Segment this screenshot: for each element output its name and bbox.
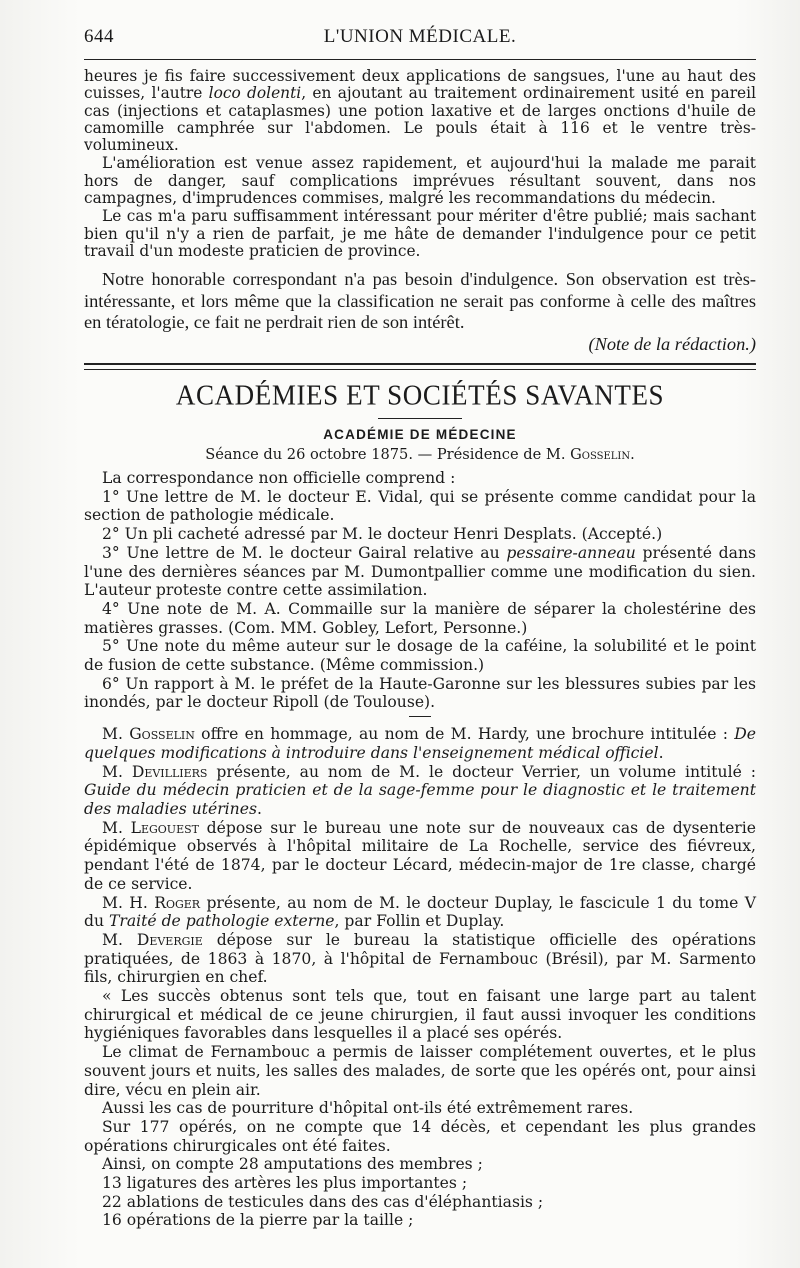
editor-note-signature: (Note de la rédaction.): [588, 334, 756, 355]
journal-title: L'UNION MÉDICALE.: [323, 26, 517, 47]
presentation-entry: M. Legouest dépose sur le bureau une note sur de nouveaux cas de dysenterie épidémique observés à l'hôpital militaire de La Rochelle, service des fiévreux, pendant l'été de 1874, par le docteur Lécard, médecin-major de 1re classe, chargé de ce service.: [84, 818, 756, 893]
correspondence-item: 4° Une note de M. A. Commaille sur la manière de séparer la cholestérine des matières grasses. (Com. MM. Gobley, Lefort, Personne.): [84, 599, 756, 637]
correspondence-item: 3° Une lettre de M. le docteur Gairal relative au pessaire-anneau présenté dans l'une des dernières séances par M. Dumontpallier comme une modification du sien. L'auteur proteste contre cette assimilation.: [84, 543, 756, 600]
quote-list-item: Ainsi, on compte 28 amputations des membres ;: [102, 1155, 483, 1174]
minutes-text: [84, 469, 756, 1230]
running-head: [84, 22, 756, 50]
section-title: ACADÉMIES ET SOCIÉTÉS SAVANTES: [175, 379, 665, 411]
presentation-entry: M. H. Roger présente, au nom de M. le docteur Duplay, le fascicule 1 du tome V du Traité de pathologie externe, par Follin et Duplay.: [84, 893, 756, 931]
section-divider: [84, 363, 756, 370]
case-report-continuation: [84, 68, 756, 260]
section-subtitle: ACADÉMIE DE MÉDECINE: [323, 427, 517, 443]
continuation-paragraph: heures je fis faire successivement deux applications de sangsues, l'une au haut des cuisses, l'autre loco dolenti, en ajoutant au traitement ordinairement usité en pareil cas (injections et cataplasmes) une potion laxative et de larges onctions d'huile de camomille camphrée sur l'abdomen. Le pouls était à 116 et le ventre très-volumineux.: [84, 67, 756, 155]
page-number: 644: [84, 26, 114, 47]
correspondence-item: 1° Une lettre de M. le docteur E. Vidal, qui se présente comme candidat pour la section de pathologie médicale.: [84, 487, 756, 525]
presentation-entry: M. Devergie dépose sur le bureau la statistique officielle des opérations pratiquées, de 1863 à 1870, à l'hôpital de Fernambouc (Brésil), par M. Sarmento fils, chirurgien en chef.: [84, 930, 756, 987]
correspondence-item: 6° Un rapport à M. le préfet de la Haute-Garonne sur les blessures subies par les inondés, par le docteur Ripoll (de Toulouse).: [84, 674, 756, 712]
presentation-entry: M. Devilliers présente, au nom de M. le docteur Verrier, un volume intitulé : Guide du médecin praticien et de la sage-femme pour le diagnostic et le traitement des maladies utérines.: [84, 762, 756, 818]
page-body: [84, 68, 756, 1230]
presentation-entry: M. Gosselin offre en hommage, au nom de M. Hardy, une brochure intitulée : De quelques modifications à introduire dans l'enseignement médical officiel.: [84, 725, 756, 762]
quote-paragraph: Sur 177 opérés, on ne compte que 14 décès, et cependant les plus grandes opérations chirurgicales ont été faites.: [84, 1117, 756, 1155]
quote-paragraph: Aussi les cas de pourriture d'hôpital ont-ils été extrêmement rares.: [102, 1099, 634, 1118]
seance-line: Séance du 26 octobre 1875. — Présidence de M. Gosselin.: [205, 446, 635, 464]
editor-note: Notre honorable correspondant n'a pas besoin d'indulgence. Son observation est très-intéressante, et lors même que la classification ne serait pas conforme à celle des maîtres en tératologie, ce fait ne perdrait rien de son intérêt.: [84, 269, 756, 333]
correspondence-item: 2° Un pli cacheté adressé par M. le docteur Henri Desplats. (Accepté.): [102, 525, 663, 544]
continuation-paragraph: Le cas m'a paru suffisamment intéressant pour mériter d'être publié; mais sachant bien qu'il n'y a rien de parfait, je me hâte de demander l'indulgence pour ce petit travail d'un modeste praticien de province.: [84, 207, 756, 260]
quote-list-item: 16 opérations de la pierre par la taille ;: [102, 1211, 414, 1230]
title-rule: [378, 418, 462, 419]
continuation-paragraph: L'amélioration est venue assez rapidement, et aujourd'hui la malade me parait hors de danger, sauf complications imprévues résultant souvent, dans nos campagnes, d'imprudences commises, malgré les recommandations du médecin.: [84, 154, 756, 208]
header-rule: [84, 59, 756, 60]
quote-paragraph: Le climat de Fernambouc a permis de laisser complétement ouvertes, et le plus souvent jours et nuits, les salles des malades, de sorte que les opérés ont, pour ainsi dire, vécu en plein air.: [84, 1043, 756, 1099]
quote-list-item: 22 ablations de testicules dans des cas d'éléphantiasis ;: [102, 1192, 544, 1211]
quote-list-item: 13 ligatures des artères les plus importantes ;: [102, 1174, 468, 1193]
quote-paragraph: « Les succès obtenus sont tels que, tout en faisant une large part au talent chirurgical et médical de ce jeune chirurgien, il faut aussi invoquer les conditions hygiéniques favorables dans lesquelles il a placé ses opérés.: [84, 987, 756, 1043]
correspondence-intro: La correspondance non officielle comprend :: [102, 469, 456, 488]
correspondence-item: 5° Une note du même auteur sur le dosage de la caféine, la solubilité et le point de fusion de cette substance. (Même commission.): [84, 637, 756, 675]
